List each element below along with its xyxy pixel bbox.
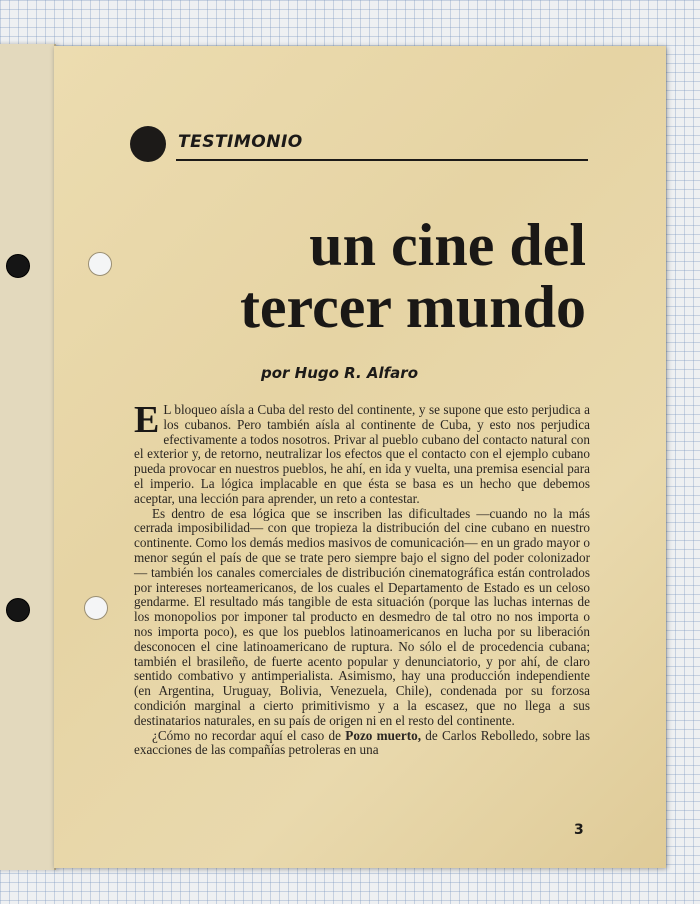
binder-hole-bottom-left [6, 598, 30, 622]
paragraph-1 [134, 399, 590, 507]
paragraph-2: Es dentro de esa lógica que se inscriben las dificultades —cuando no la más cerrada imposibilidad— con que tropieza la distribución del cine cubano en nuestro continente. Como los demás medios masivos de comunicación— en un grado mayor o menor según el país de que se trate pero siempre bajo el signo del poder colonizador— también los canales comerciales de distribución cinematográfica están controlados por intereses norteamericanos, de los cuales el Departamento de Estado es un celoso gendarme. El resultado más tangible de esta situación (porque las luchas internas de los monopolios por imponer tal producto en desmedro de tal otro no nos importa o nos importa poco), es que los pueblos latinoamericanos en lucha por su liberación desconocen el cine latinoamericano de ruptura. No sólo el de procedencia cubana; también el brasileño, de fuerte acento popular y denunciatorio, y por ahí, de claro sentido combativo y antimperialista. Asimismo, hay una producción independiente (en Argentina, Uruguay, Bolivia, Venezuela, Chile), condenada por su forzosa condición marginal a cierto primitivismo y a la escasez, que no llega a sus destinatarios naturales, en su país de origen ni en el resto del continente. [134, 505, 590, 728]
section-header [130, 126, 590, 166]
drop-cap: E [134, 399, 160, 441]
section-rule [176, 159, 588, 161]
byline: por Hugo R. Alfaro [260, 364, 418, 382]
paragraph-1-text: L bloqueo aísla a Cuba del resto del continente, y se supone que esto perjudica a los cubanos. Pero también aísla al continente de Cuba, y esto nos perjudica efectivamente a todos nosotros. Privar al pueblo cubano del contacto natural con el exterior y, de retorno, neutralizar los efectos que el contacto con el ejemplo cubano pueda provocar en nuestros pueblos, he ahí, en ida y vuelta, una premisa esencial para el imperio. La lógica implacable en que ésta se basa es un hecho que debemos aceptar, una lección para aprender, un reto a contestar. [134, 402, 590, 506]
paragraph-3-end: de Carlos Rebolledo, sobre las exacciones de las compañías petroleras en una [134, 727, 591, 758]
title-line-1: un cine del [309, 212, 586, 278]
facing-page [0, 44, 56, 870]
binder-hole-top [88, 252, 112, 276]
film-title: Pozo muerto, [345, 727, 421, 743]
title-line-2: tercer mundo [239, 274, 586, 340]
section-bullet-icon [130, 126, 166, 162]
article-title [166, 214, 586, 338]
paragraph-3-start: ¿Cómo no recordar aquí el caso de [152, 727, 346, 743]
binder-hole-top-left [6, 254, 30, 278]
binder-hole-bottom [84, 596, 108, 620]
page-number: 3 [574, 822, 584, 838]
section-label: TESTIMONIO [178, 132, 303, 152]
paragraph-3 [134, 729, 590, 759]
magazine-page [54, 46, 666, 868]
article-body [134, 399, 591, 758]
